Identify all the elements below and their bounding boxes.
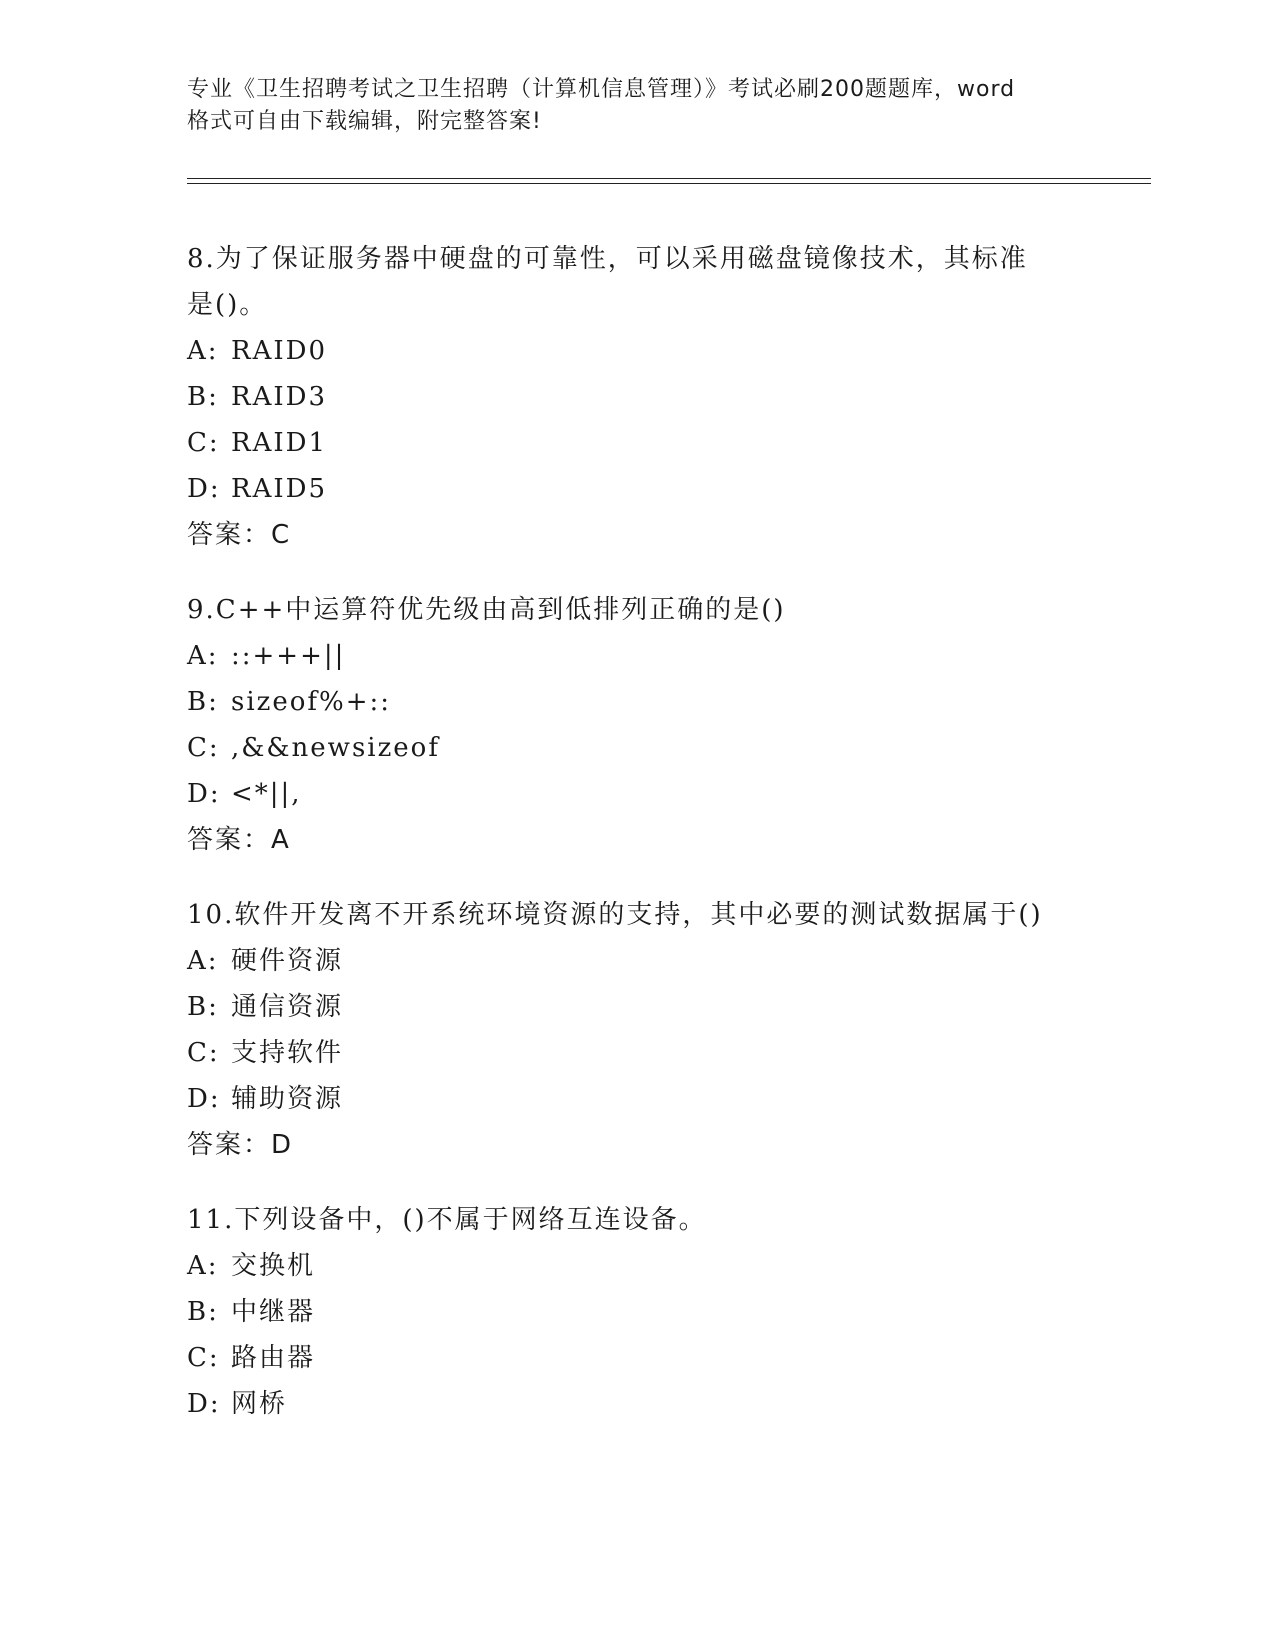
header-divider-top bbox=[187, 178, 1151, 179]
option-text: 路由器 bbox=[231, 1343, 316, 1373]
option-text: ,&&newsizeof bbox=[231, 733, 440, 763]
option-letter: D: bbox=[187, 779, 221, 809]
option-a bbox=[187, 328, 1087, 374]
question-text-line-1: 10.软件开发离不开系统环境资源的支持，其中必要的测试数据属于() bbox=[187, 900, 1043, 930]
question-text bbox=[187, 892, 1087, 938]
option-b bbox=[187, 374, 1087, 420]
option-letter: A: bbox=[187, 641, 219, 671]
option-letter: B: bbox=[187, 382, 219, 412]
option-d bbox=[187, 466, 1087, 512]
option-letter: B: bbox=[187, 687, 219, 717]
option-text: 支持软件 bbox=[231, 1038, 344, 1068]
option-c bbox=[187, 725, 1087, 771]
question-text-line-1: 9.C++中运算符优先级由高到低排列正确的是() bbox=[187, 595, 786, 625]
option-text: 通信资源 bbox=[231, 992, 344, 1022]
question-text bbox=[187, 236, 1087, 328]
option-d bbox=[187, 771, 1087, 817]
option-d bbox=[187, 1076, 1087, 1122]
option-c bbox=[187, 420, 1087, 466]
question-text-line-2: 是()。 bbox=[187, 290, 268, 320]
option-text: 辅助资源 bbox=[231, 1084, 344, 1114]
option-letter: A: bbox=[187, 1251, 219, 1281]
option-text: <*||, bbox=[231, 779, 302, 809]
option-c bbox=[187, 1335, 1087, 1381]
option-letter: B: bbox=[187, 992, 219, 1022]
option-text: 交换机 bbox=[231, 1251, 316, 1281]
option-text: 中继器 bbox=[231, 1297, 316, 1327]
option-letter: D: bbox=[187, 1389, 221, 1419]
option-letter: D: bbox=[187, 474, 221, 504]
option-letter: C: bbox=[187, 428, 220, 458]
answer: 答案：D bbox=[187, 1130, 294, 1160]
option-b bbox=[187, 1289, 1087, 1335]
option-a bbox=[187, 1243, 1087, 1289]
option-a bbox=[187, 633, 1087, 679]
answer: 答案：A bbox=[187, 825, 291, 855]
option-text: RAID1 bbox=[231, 428, 328, 458]
question-text-line-1: 8.为了保证服务器中硬盘的可靠性，可以采用磁盘镜像技术，其标准 bbox=[187, 244, 1028, 274]
option-letter: A: bbox=[187, 336, 219, 366]
option-text: 网桥 bbox=[231, 1389, 288, 1419]
option-letter: C: bbox=[187, 733, 220, 763]
option-text: RAID3 bbox=[231, 382, 328, 412]
option-letter: C: bbox=[187, 1038, 220, 1068]
option-c bbox=[187, 1030, 1087, 1076]
option-b bbox=[187, 984, 1087, 1030]
option-text: 硬件资源 bbox=[231, 946, 344, 976]
option-text: RAID5 bbox=[231, 474, 328, 504]
option-b bbox=[187, 679, 1087, 725]
option-text: ::+++|| bbox=[231, 641, 346, 671]
option-a bbox=[187, 938, 1087, 984]
option-letter: C: bbox=[187, 1343, 220, 1373]
question-text bbox=[187, 587, 1087, 633]
document-header bbox=[187, 74, 1087, 138]
option-d bbox=[187, 1381, 1087, 1427]
question-text-line-1: 11.下列设备中，()不属于网络互连设备。 bbox=[187, 1205, 707, 1235]
option-text: RAID0 bbox=[231, 336, 328, 366]
header-line-2: 格式可自由下载编辑，附完整答案! bbox=[187, 109, 542, 134]
answer: 答案：C bbox=[187, 520, 292, 550]
option-letter: A: bbox=[187, 946, 219, 976]
question-9 bbox=[187, 587, 1087, 863]
question-text bbox=[187, 1197, 1087, 1243]
option-letter: B: bbox=[187, 1297, 219, 1327]
option-text: sizeof%+:: bbox=[231, 687, 392, 717]
header-line-1: 专业《卫生招聘考试之卫生招聘（计算机信息管理）》考试必刷200题题库，word bbox=[187, 77, 1016, 102]
option-letter: D: bbox=[187, 1084, 221, 1114]
question-11 bbox=[187, 1197, 1087, 1427]
question-10 bbox=[187, 892, 1087, 1168]
question-8 bbox=[187, 236, 1087, 558]
header-divider-bottom bbox=[187, 183, 1151, 184]
